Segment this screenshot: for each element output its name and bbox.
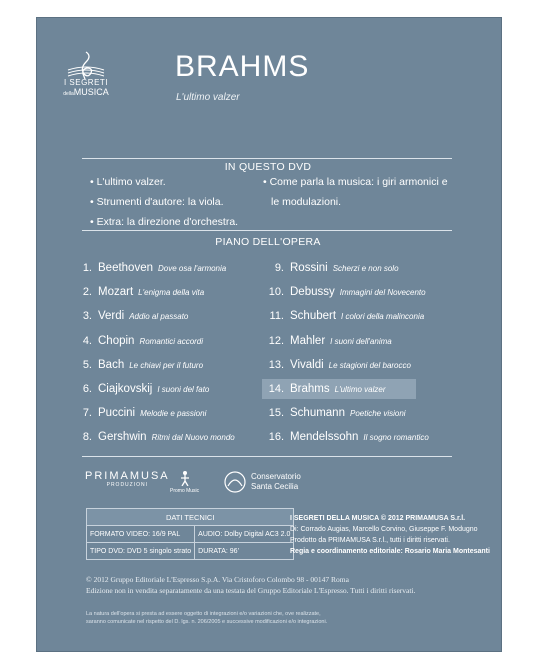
composer-name: Schumann [290, 407, 345, 420]
table-cell: TIPO DVD: DVD 5 singolo strato [87, 543, 195, 560]
technical-data-table [86, 508, 294, 560]
item-number: 8. [82, 431, 92, 444]
list-item [262, 258, 399, 278]
logo-line-2: dellaMUSICA [63, 87, 109, 97]
list-item [262, 355, 411, 375]
list-item [70, 258, 226, 278]
episode-subtitle: L'ultimo valzer [334, 385, 386, 394]
list-item [70, 403, 206, 423]
series-logo [55, 50, 117, 110]
list-item: • L'ultimo valzer. [90, 176, 166, 188]
item-number: 11. [269, 310, 284, 323]
table-heading: DATI TECNICI [87, 509, 294, 526]
episode-subtitle: I colori della malinconia [341, 312, 425, 322]
composer-name: Ciajkovskij [98, 383, 153, 395]
composer-name: Brahms [290, 383, 330, 395]
episode-subtitle: Le chiavi per il futuro [129, 360, 204, 370]
divider [82, 230, 452, 231]
list-item: • Extra: la direzione d'orchestra. [90, 216, 239, 228]
list-item [262, 403, 406, 423]
episode-subtitle: Addio al passato [129, 312, 189, 322]
episode-subtitle: Scherzi e non solo [332, 264, 399, 273]
list-item [70, 282, 204, 302]
section-heading-dvd: IN QUESTO DVD [224, 161, 312, 173]
composer-name: Bach [98, 358, 125, 371]
page-subtitle: L'ultimo valzer [176, 92, 240, 103]
list-item [70, 427, 235, 447]
list-item [262, 427, 429, 447]
item-number: 1. [82, 262, 92, 274]
item-number: 3. [82, 310, 92, 323]
divider [82, 456, 452, 457]
composer-name: Mahler [290, 334, 326, 347]
list-item: • Strumenti d'autore: la viola. [90, 196, 224, 208]
composer-name: Beethoven [98, 262, 153, 274]
item-number: 14. [268, 383, 284, 395]
composer-name: Rossini [290, 262, 328, 274]
composer-name: Mozart [98, 286, 134, 299]
logo-line-1: I SEGRETI [63, 78, 109, 87]
primamusa-logo: PRIMAMUSA PRODUZIONI [85, 470, 170, 488]
list-item: le modulazioni. [271, 196, 342, 208]
episode-subtitle: Melodie e passioni [140, 409, 207, 419]
figure-icon [178, 470, 192, 486]
list-item [262, 331, 392, 351]
item-number: 15. [268, 407, 284, 420]
credits: I SEGRETI DELLA MUSICA © 2012 PRIMAMUSA S.r.l. Di: Corrado Augias, Marcello Corvino, Giuseppe F. Modugno Prodotto da PRIMAMUSA S.r.l., tutti i diritti riservati. Regia e coordinamento editoriale: Rosario Maria Montesanti [290, 515, 490, 555]
composer-name: Schubert [290, 310, 337, 323]
table-row [87, 526, 294, 543]
composer-name: Gershwin [98, 431, 147, 444]
item-number: 5. [82, 358, 92, 371]
conservatorio-logo: Conservatorio Santa Cecilia [222, 470, 301, 494]
table-cell: AUDIO: Dolby Digital AC3 2.0 [195, 526, 294, 543]
dvd-contents-left [90, 174, 238, 231]
list-item: • Come parla la musica: i giri armonici e [263, 176, 448, 188]
composer-name: Verdi [98, 310, 125, 323]
item-number: 16. [268, 431, 284, 444]
item-number: 2. [82, 286, 92, 299]
list-item [70, 306, 188, 326]
table-cell: DURATA: 96' [195, 543, 294, 560]
episode-subtitle: L'enigma della vita [138, 288, 205, 298]
item-number: 12. [268, 334, 284, 347]
episode-subtitle: I suoni dell'anima [330, 336, 392, 346]
legal-text: © 2012 Gruppo Editoriale L'Espresso S.p.A. Via Cristoforo Colombo 98 - 00147 Roma Edizione non in vendita separatamente da una testata del Gruppo Editoriale L'Espresso. Tutti i diritti riservati. [86, 575, 416, 595]
composer-name: Puccini [98, 407, 136, 420]
dvd-contents-right [263, 174, 448, 211]
item-number: 6. [82, 383, 92, 395]
table-row [87, 543, 294, 560]
list-item [262, 282, 426, 302]
episode-subtitle: Il sogno romantico [363, 433, 429, 443]
episode-subtitle: Ritmi dal Nuovo mondo [151, 433, 235, 443]
list-item [262, 306, 424, 326]
promo-music-logo: Promo Music [170, 470, 199, 494]
episode-subtitle: Dove osa l'armonia [158, 264, 227, 273]
composer-name: Chopin [98, 334, 135, 347]
episode-subtitle: Le stagioni del barocco [328, 360, 411, 370]
list-item [70, 379, 209, 399]
list-item [70, 331, 203, 351]
section-heading-piano: PIANO DELL'OPERA [215, 236, 321, 248]
episode-subtitle: Romantici accordi [139, 336, 204, 346]
composer-name: Debussy [290, 286, 335, 299]
list-item [262, 379, 416, 399]
list-item [70, 355, 203, 375]
composer-name: Vivaldi [290, 358, 324, 371]
conservatorio-icon [222, 470, 248, 494]
divider [82, 158, 452, 159]
table-cell: FORMATO VIDEO: 16/9 PAL [87, 526, 195, 543]
episode-subtitle: Poetiche visioni [349, 409, 406, 419]
episode-subtitle: Immagini del Novecento [339, 288, 426, 298]
item-number: 10. [268, 286, 284, 299]
legal-note: La natura dell'opera si presta ad essere oggetto di integrazioni e/o variazioni che, ove realizzate, saranno comunicate nel rispetto del D. lgs. n. 206/2005 e successive modificazioni e/o integrazioni. [86, 611, 328, 625]
item-number: 7. [82, 407, 92, 420]
treble-clef-icon [66, 50, 106, 80]
page-title: BRAHMS [175, 50, 310, 83]
item-number: 4. [82, 334, 92, 347]
composer-name: Mendelssohn [290, 431, 359, 444]
episode-subtitle: I suoni del fato [157, 385, 210, 394]
item-number: 9. [274, 262, 284, 274]
item-number: 13. [268, 358, 284, 371]
